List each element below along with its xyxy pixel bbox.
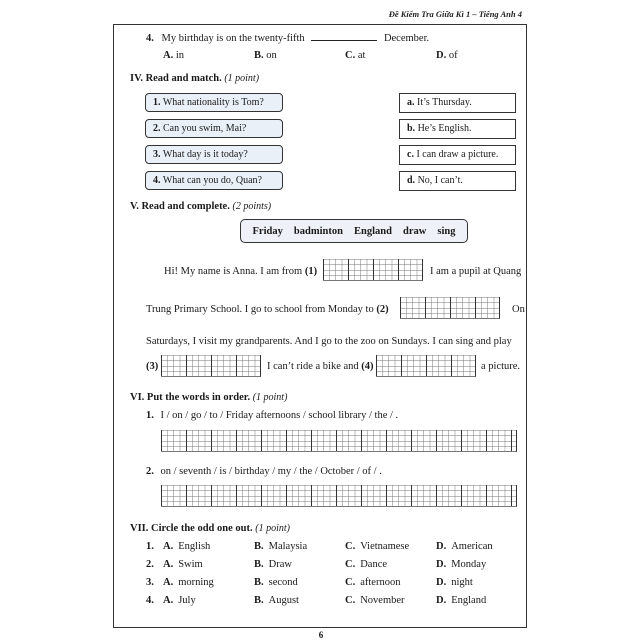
question-number: 4. — [146, 33, 154, 44]
odd-option[interactable]: B. August — [254, 595, 299, 606]
match-answer-a[interactable]: a. It’s Thursday. — [399, 93, 516, 113]
passage-line-4: I can’t ride a bike and (4) — [267, 361, 374, 372]
match-answer-d[interactable]: d. No, I can’t. — [399, 171, 516, 191]
odd-option[interactable]: C. Vietnamese — [345, 541, 410, 552]
odd-option[interactable]: C. November — [345, 595, 405, 606]
order-item-1: 1. I / on / go / to / Friday afternoons / school library / the / . — [146, 410, 399, 421]
running-title: Đề Kiểm Tra Giữa Kì 1 – Tiếng Anh 4 — [388, 9, 522, 19]
answer-grid-4[interactable] — [376, 355, 476, 377]
odd-option[interactable]: A. Swim — [163, 559, 203, 570]
question-text-after: December. — [383, 33, 430, 44]
section-6-heading: VI. Put the words in order. (1 point) — [130, 392, 288, 403]
odd-option[interactable]: C. afternoon — [345, 577, 401, 588]
option-d[interactable]: D. of — [436, 50, 458, 61]
odd-row-number: 2. — [146, 559, 154, 570]
order-answer-grid-1[interactable] — [161, 430, 517, 452]
odd-row-number: 3. — [146, 577, 154, 588]
passage-line-1: Hi! My name is Anna. I am from (1) — [164, 266, 318, 277]
odd-option[interactable]: D. Monday — [436, 559, 487, 570]
answer-grid-2[interactable] — [400, 297, 500, 319]
answer-grid-1[interactable] — [323, 259, 423, 281]
page-number: 6 — [318, 630, 324, 640]
odd-option[interactable]: A. English — [163, 541, 211, 552]
odd-option[interactable]: B. Draw — [254, 559, 292, 570]
question-4 — [146, 31, 429, 44]
section-7-heading: VII. Circle the odd one out. (1 point) — [130, 523, 290, 534]
page-frame — [113, 24, 527, 628]
odd-option[interactable]: A. morning — [163, 577, 214, 588]
word-bank-item: Friday — [252, 225, 283, 237]
order-item-2: 2. on / seventh / is / birthday / my / the / October / of / . — [146, 466, 382, 477]
match-answer-c[interactable]: c. I can draw a picture. — [399, 145, 516, 165]
option-b[interactable]: B. on — [254, 50, 277, 61]
word-bank-item: badminton — [293, 225, 343, 237]
match-question-2[interactable]: 2. Can you swim, Mai? — [145, 119, 283, 138]
option-a[interactable]: A. in — [163, 50, 185, 61]
passage-line-1-end: I am a pupil at Quang — [430, 266, 522, 277]
odd-option[interactable]: D. night — [436, 577, 473, 588]
odd-option[interactable]: D. England — [436, 595, 487, 606]
question-text: My birthday is on the twenty-fifth — [161, 33, 305, 44]
word-bank-item: draw — [402, 225, 427, 237]
word-bank — [240, 219, 468, 243]
passage-line-2: Trung Primary School. I go to school from Monday to (2) — [146, 304, 389, 315]
option-c[interactable]: C. at — [345, 50, 366, 61]
passage-line-4-end: a picture. — [481, 361, 521, 372]
section-5-heading: V. Read and complete. (2 points) — [130, 201, 272, 212]
odd-option[interactable]: B. second — [254, 577, 298, 588]
answer-grid-3[interactable] — [161, 355, 261, 377]
word-bank-item: England — [353, 225, 392, 237]
odd-row-number: 1. — [146, 541, 154, 552]
section-4-heading: IV. Read and match. (1 point) — [130, 73, 260, 84]
odd-option[interactable]: D. American — [436, 541, 493, 552]
order-answer-grid-2[interactable] — [161, 485, 517, 507]
match-question-4[interactable]: 4. What can you do, Quan? — [145, 171, 283, 190]
match-question-1[interactable]: 1. What nationality is Tom? — [145, 93, 283, 112]
answer-blank[interactable] — [311, 31, 377, 41]
odd-option[interactable]: C. Dance — [345, 559, 388, 570]
match-answer-b[interactable]: b. He’s English. — [399, 119, 516, 139]
odd-option[interactable]: B. Malaysia — [254, 541, 308, 552]
passage-line-3: Saturdays, I visit my grandparents. And I go to the zoo on Sundays. I can sing and play — [146, 336, 512, 347]
word-bank-item: sing — [437, 225, 456, 237]
match-question-3[interactable]: 3. What day is it today? — [145, 145, 283, 164]
blank-label-3: (3) — [146, 361, 159, 372]
passage-line-2-end: On — [512, 304, 525, 315]
odd-row-number: 4. — [146, 595, 154, 606]
odd-option[interactable]: A. July — [163, 595, 196, 606]
